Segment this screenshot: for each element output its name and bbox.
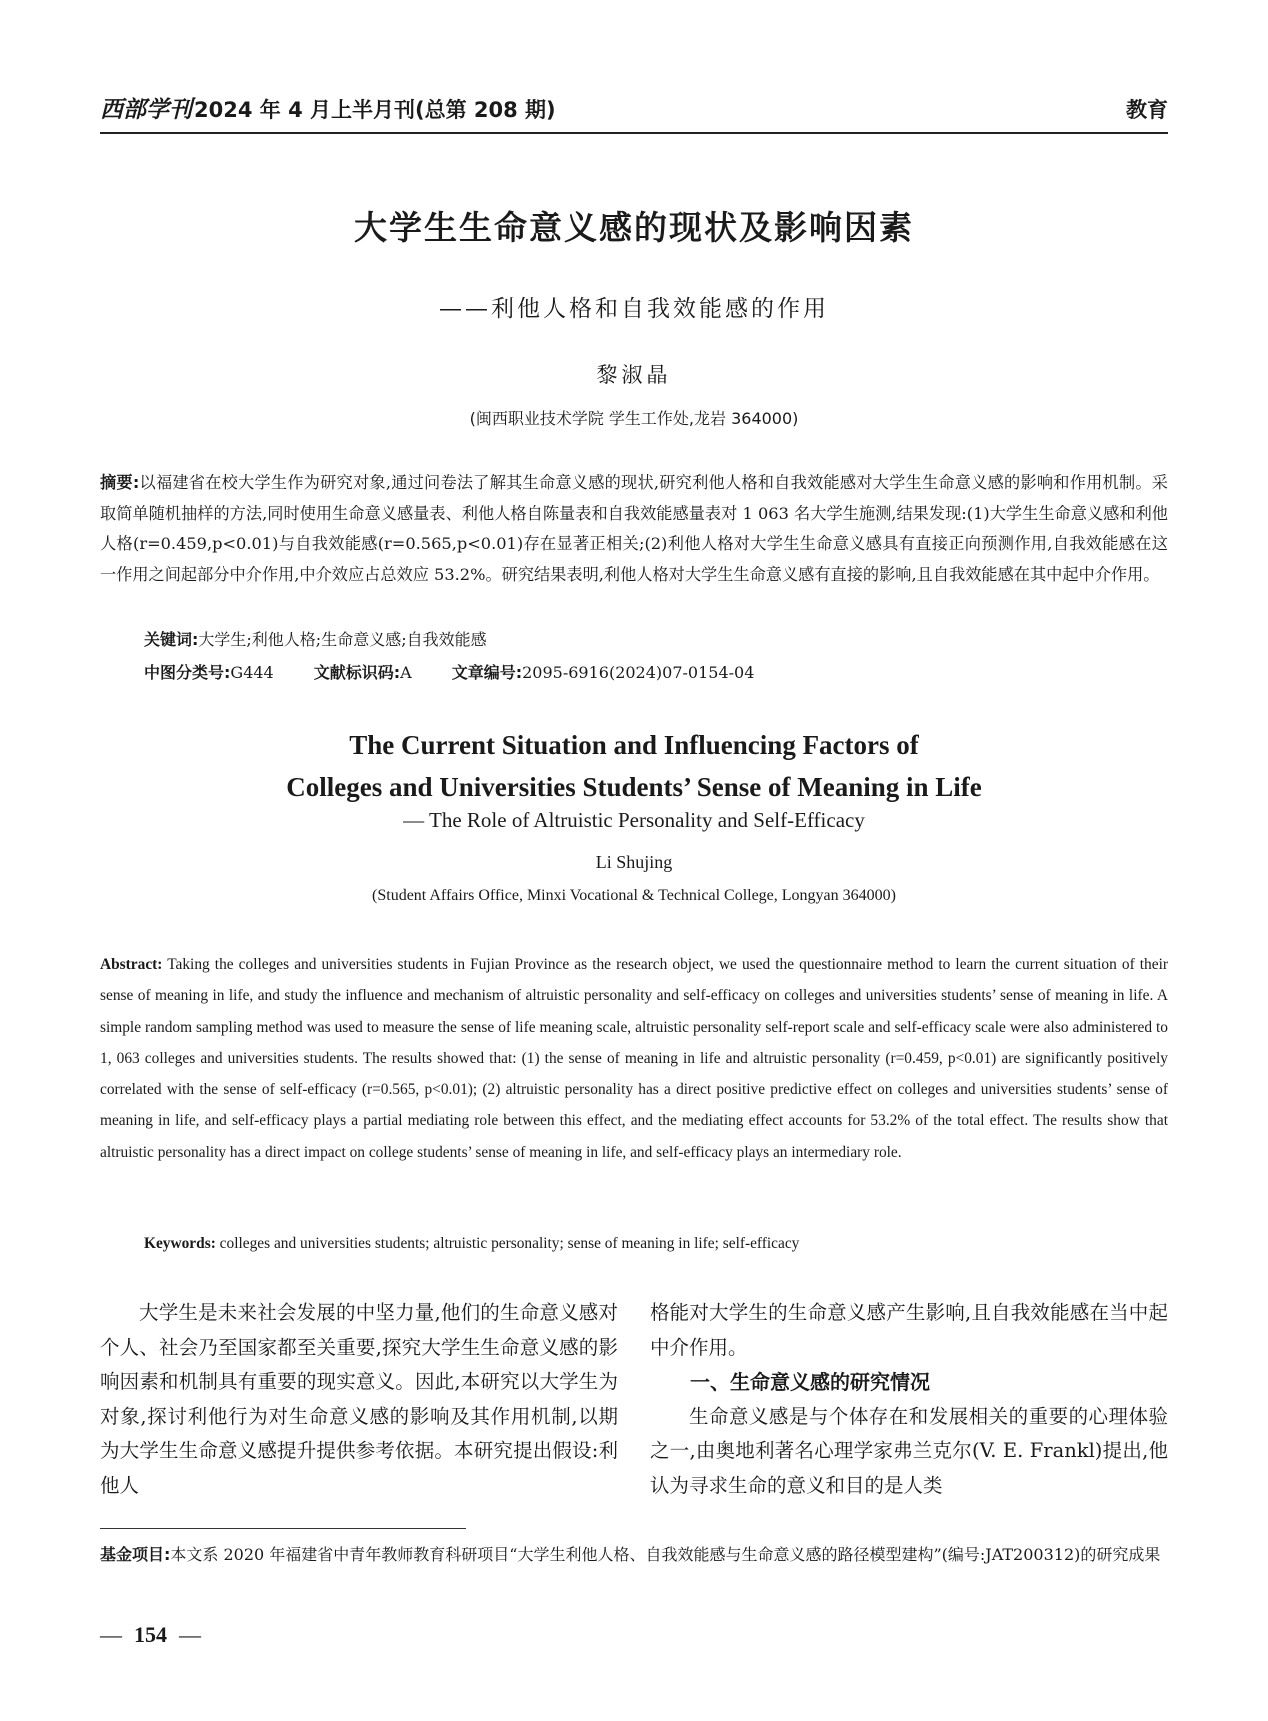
abstract-en-label: Abstract: (100, 956, 163, 973)
footnote-rule (100, 1528, 466, 1529)
body-paragraph-continuation: 格能对大学生的生命意义感产生影响,且自我效能感在当中起中介作用。 (650, 1301, 1168, 1359)
page-number-dash-right: — (179, 1622, 201, 1647)
abstract-en-text: Taking the colleges and universities students in Fujian Province as the research object, we used the questionnaire method to learn the current situation of their sense of meaning in life, and study the influence and mechanism of altruistic personality and self-efficacy on colleges and universities students’ sense of meaning in life. A simple random sampling method was used to measure the sense of life meaning scale, altruistic personality self-report scale and self-efficacy scale were also administered to 1, 063 colleges and universities students. The results showed that: (1) the sense of meaning in life and altruistic personality (r=0.459, p<0.01) are significantly positively correlated with the sense of self-efficacy (r=0.565, p<0.01); (2) altruistic personality has a direct positive predictive effect on colleges and universities students’ sense of meaning in life, and self-efficacy plays a partial mediating role between this effect, and the mediating effect accounts for 53.2% of the total effect. The results show that altruistic personality has a direct impact on college students’ sense of meaning in life, and self-efficacy plays an intermediary role. (100, 956, 1168, 1161)
body-column-left (100, 1296, 618, 1503)
page-number-value: 154 (134, 1622, 167, 1647)
affiliation-zh: (闽西职业技术学院 学生工作处,龙岩 364000) (469, 409, 799, 428)
keywords-en-text: colleges and universities students; altruistic personality; sense of meaning in life; self-efficacy (215, 1235, 800, 1252)
abstract-zh-label: 摘要: (100, 473, 140, 492)
body-paragraph-intro: 大学生是未来社会发展的中坚力量,他们的生命意义感对个人、社会乃至国家都至关重要,探究大学生生命意义感的影响因素和机制具有重要的现实意义。因此,本研究以大学生为对象,探讨利他行为对生命意义感的影响及其作用机制,以期为大学生生命意义感提升提供参考依据。本研究提出假设:利他人 (100, 1301, 618, 1497)
header-rule (100, 132, 1168, 134)
body-paragraph-section1: 生命意义感是与个体存在和发展相关的重要的心理体验之一,由奥地利著名心理学家弗兰克尔(V. E. Frankl)提出,他认为寻求生命的意义和目的是人类 (650, 1404, 1168, 1497)
clc-label: 中图分类号: (144, 663, 231, 682)
doc-value: A (400, 663, 412, 682)
keywords-en-label: Keywords: (144, 1235, 216, 1252)
issue-info: 2024 年 4 月上半月刊(总第 208 期) (194, 98, 556, 122)
article-subtitle-en: — The Role of Altruistic Personality and Self-Efficacy (403, 808, 865, 832)
keywords-zh-text: 大学生;利他人格;生命意义感;自我效能感 (198, 630, 487, 649)
article-subtitle-zh: ——利他人格和自我效能感的作用 (439, 296, 829, 322)
funding-footnote (100, 1540, 1168, 1570)
title-en-line1: The Current Situation and Influencing Factors of (349, 730, 919, 760)
author-zh: 黎淑晶 (596, 363, 672, 387)
doc-code (314, 660, 412, 683)
body-column-right (650, 1296, 1168, 1503)
running-header (100, 88, 1168, 124)
abstract-zh-text: 以福建省在校大学生作为研究对象,通过问卷法了解其生命意义感的现状,研究利他人格和自我效能感对大学生生命意义感的影响和作用机制。采取简单随机抽样的方法,同时使用生命意义感量表、利他人格自陈量表和自我效能感量表对 1 063 名大学生施测,结果发现:(1)大学生生命意义感和利他人格(r=0.459,p<0.01)与自我效能感(r=0.565,p<0.01)存在显著正相关;(2)利他人格对大学生生命意义感具有直接正向预测作用,自我效能感在这一作用之间起部分中介作用,中介效应占总效应 53.2%。研究结果表明,利他人格对大学生生命意义感有直接的影响,且自我效能感在其中起中介作用。 (100, 473, 1168, 584)
footnote-text: 本文系 2020 年福建省中青年教师教育科研项目“大学生利他人格、自我效能感与生命意义感的路径模型建构”(编号:JAT200312)的研究成果 (170, 1545, 1161, 1564)
journal-logo: 西部学刊 (100, 96, 192, 123)
keywords-zh-label: 关键词: (144, 630, 199, 649)
abstract-en (100, 949, 1168, 1168)
article-number-value: 2095-6916(2024)07-0154-04 (522, 663, 755, 682)
clc-code (144, 660, 274, 683)
author-en: Li Shujing (595, 852, 673, 872)
article-title-zh: 大学生生命意义感的现状及影响因素 (354, 208, 914, 247)
article-number-label: 文章编号: (451, 663, 523, 682)
page-number-dash-left: — (100, 1622, 122, 1647)
section-heading-1: 一、生命意义感的研究情况 (690, 1370, 930, 1394)
header-left (100, 91, 556, 124)
clc-value: G444 (230, 663, 274, 682)
doc-label: 文献标识码: (313, 663, 401, 682)
article-number (452, 660, 755, 683)
footnote-label: 基金项目: (100, 1545, 171, 1564)
article-title-en (0, 724, 1268, 808)
page-number (100, 1622, 201, 1648)
keywords-en (144, 1235, 799, 1253)
affiliation-en: (Student Affairs Office, Minxi Vocational & Technical College, Longyan 364000) (372, 887, 896, 904)
keywords-zh (144, 627, 487, 650)
title-en-line2: Colleges and Universities Students’ Sense of Meaning in Life (286, 772, 982, 802)
section-label: 教育 (1126, 98, 1168, 122)
classification-row (144, 660, 754, 683)
abstract-zh (100, 468, 1168, 590)
